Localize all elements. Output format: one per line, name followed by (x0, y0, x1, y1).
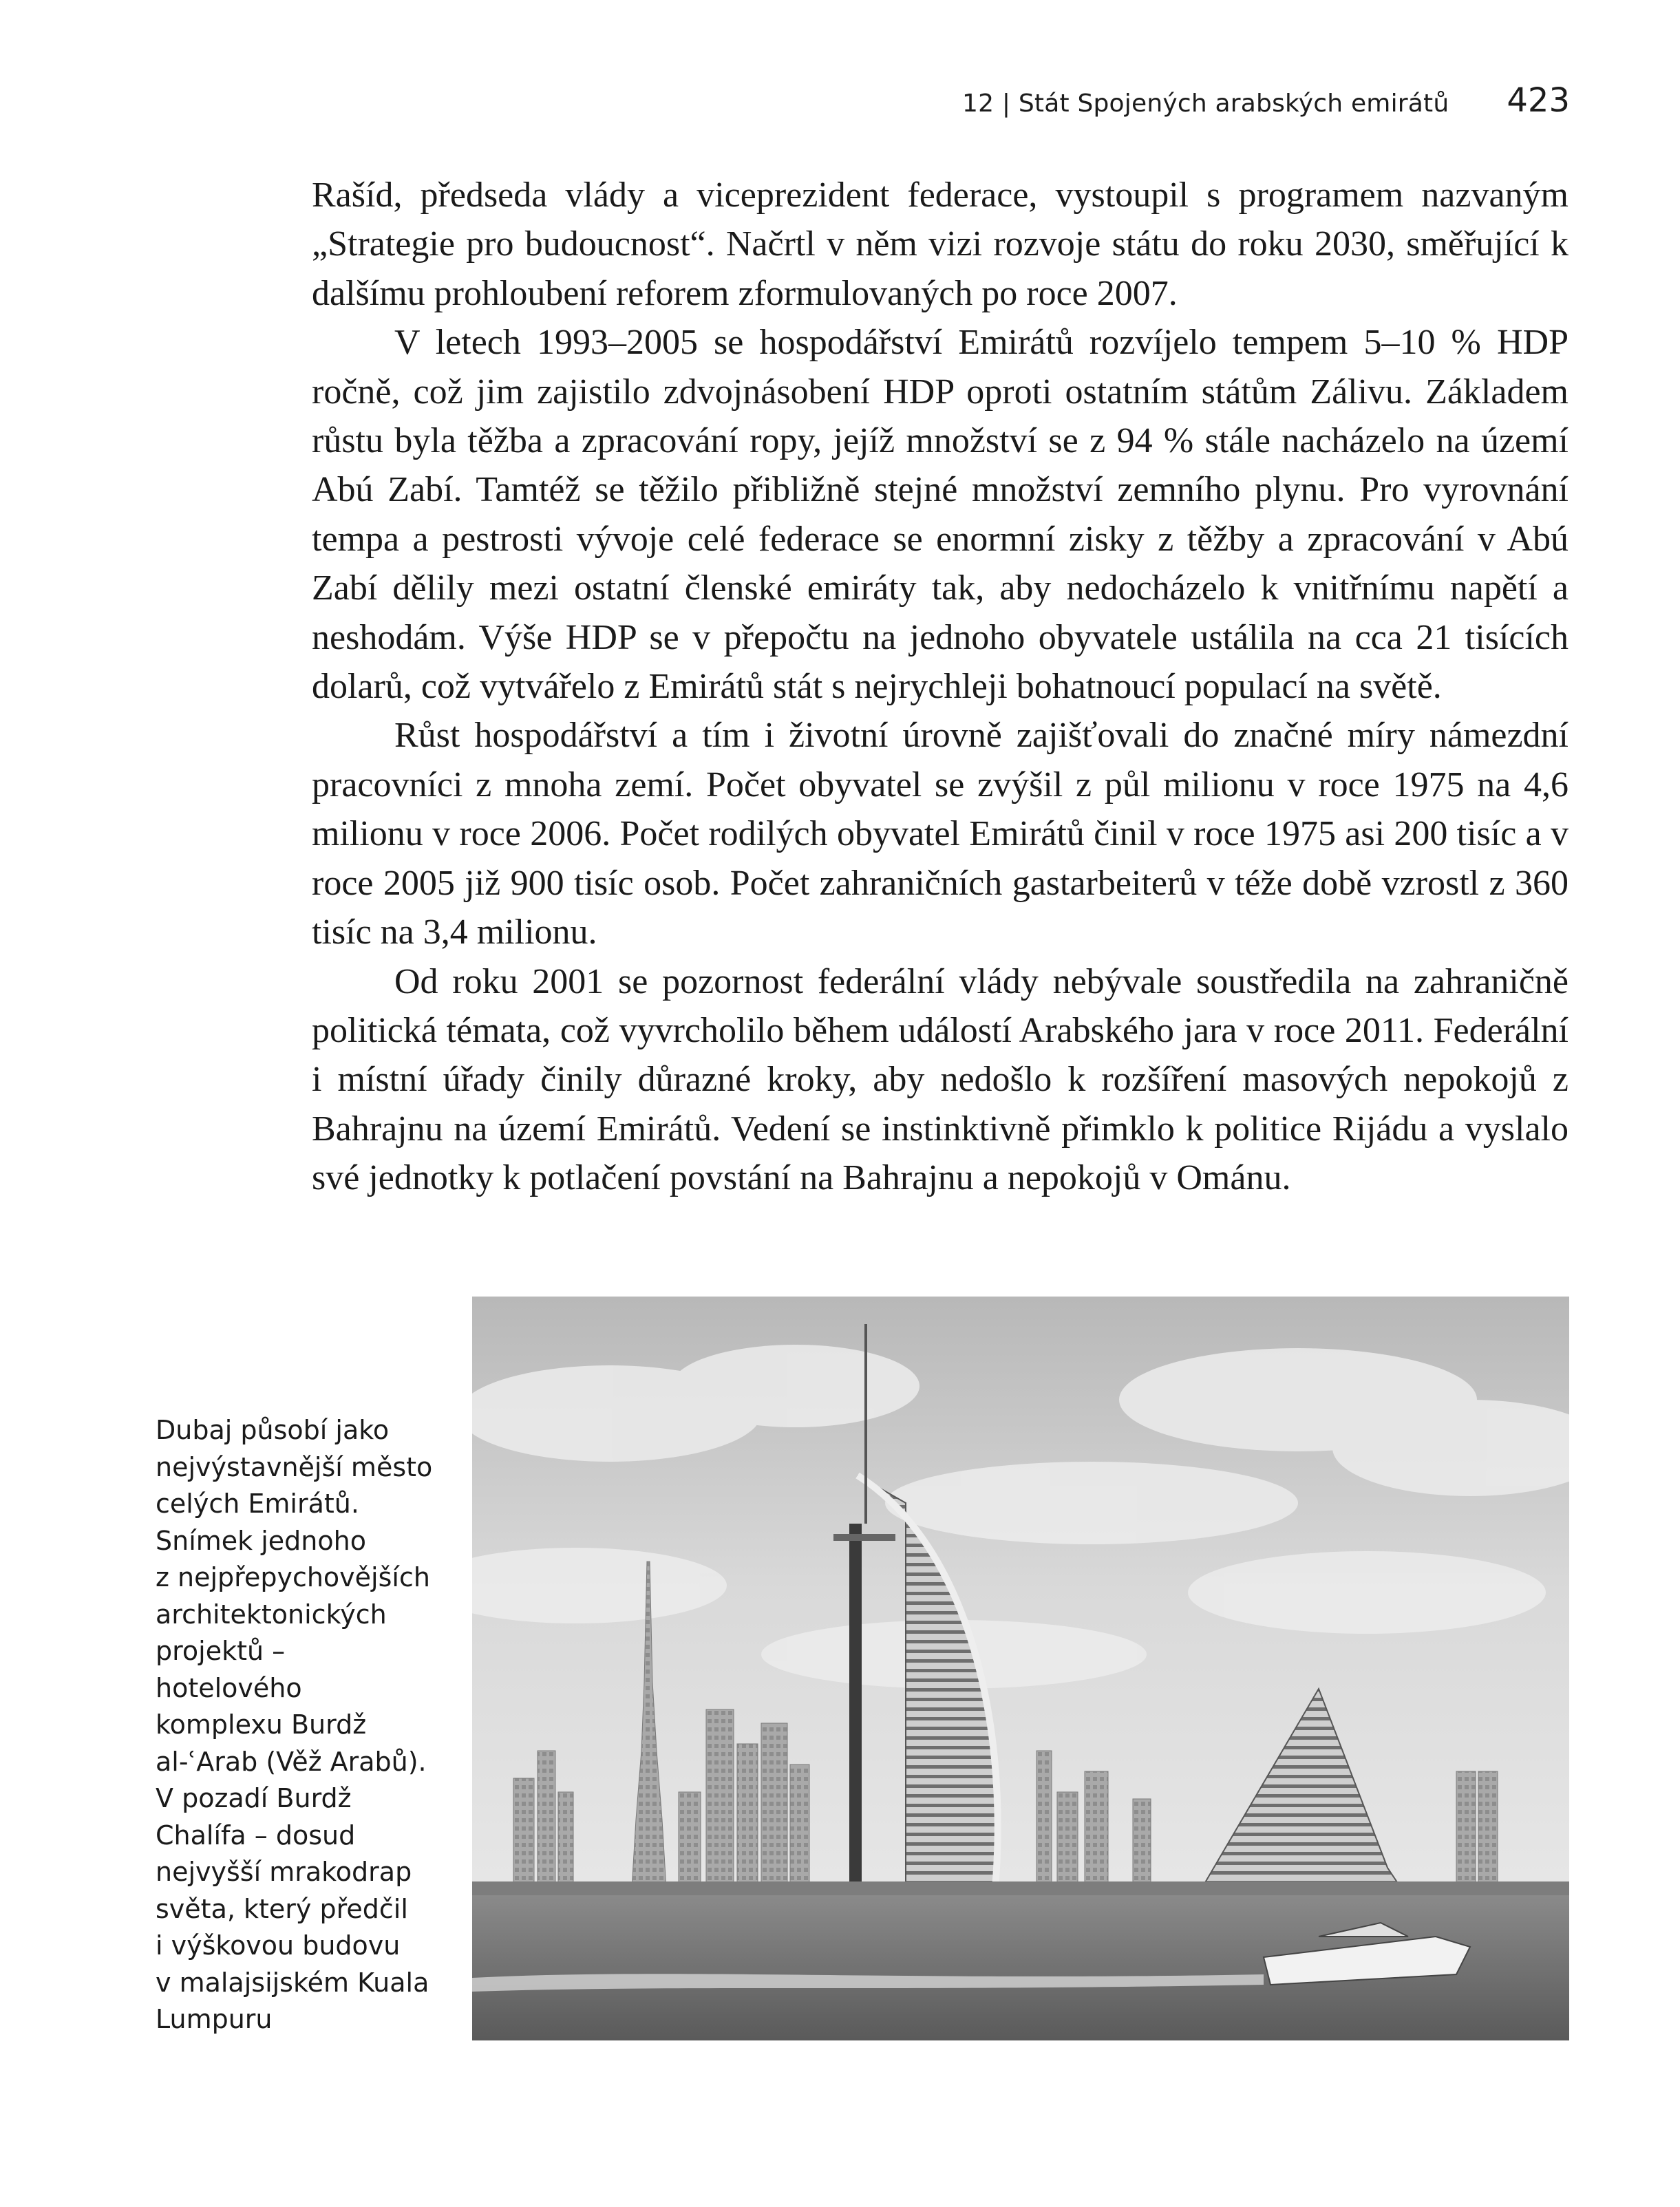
shoreline (472, 1881, 1569, 1897)
paragraph-1: Rašíd, předseda vlády a viceprezident federace, vystoupil s programem nazvaným „Strategie pro budoucnost“. Načrtl v něm vizi rozvoje státu do roku 2030, směřující k dalšímu prohloubení reforem zformulovaných po roce 2007. (312, 175, 1569, 313)
body-text (312, 171, 1569, 1203)
paragraph-2: V letech 1993–2005 se hospodářství Emirátů rozvíjelo tempem 5–10 % HDP ročně, což jim zajistilo zdvojnásobení HDP oproti ostatním státům Zálivu. Základem růstu byla těžba a zpracování ropy, jejíž množství se z 94 % stále nacházelo na území Abú Zabí. Tamtéž se těžilo přibližně stejné množství zemního plynu. Pro vyrovnání tempa a pestrosti vývoje celé federace se enormní zisky z těžby a zpracování v Abú Zabí dělily mezi ostatní členské emiráty tak, aby nedocházelo k vnitřnímu napětí a neshodám. Výše HDP se v přepočtu na jednoho obyvatele ustálila na cca 21 tisících dolarů, což vytvářelo z Emirátů stát s nejrychleji bohatnoucí populací na světě. (312, 323, 1569, 707)
chapter-title: 12 | Stát Spojených arabských emirátů (962, 89, 1449, 118)
photo-caption: Dubaj působí jako nejvýstavnější město celých Emirátů. Snímek jednoho z nejpřepychovějších architektonických projektů – hotelového komplexu Burdž al-ʿArab (Věž Arabů). V pozadí Burdž Chalífa – dosud nejvyšší mrakodrap světa, který předčil i výškovou budovu v malajsijském Kuala Lumpuru (156, 1415, 433, 2034)
paragraph-4: Od roku 2001 se pozornost federální vlády nebývale soustředila na zahraničně politická témata, což vyvrcholilo během událostí Arabského jara v roce 2011. Federální i místní úřady činily důrazné kroky, aby nedošlo k rozšíření masových nepokojů z Bahrajnu na území Emirátů. Vedení se instinktivně přimklo k politice Rijádu a vyslalo své jednotky k potlačení povstání na Bahrajnu a nepokojů v Ománu. (312, 961, 1569, 1198)
page-number: 423 (1507, 81, 1570, 120)
running-header (826, 81, 1570, 136)
dubai-skyline-photo (472, 1297, 1569, 2040)
skyline-illustration (472, 1297, 1569, 2040)
paragraph-3: Růst hospodářství a tím i životní úrovně zajišťovali do značné míry námezdní pracovníci z mnoha zemí. Počet obyvatel se zvýšil z půl milionu v roce 1975 na 4,6 milionu v roce 2006. Počet rodilých obyvatel Emirátů činil v roce 1975 asi 200 tisíc a v roce 2005 již 900 tisíc osob. Počet zahraničních gastarbeiterů v téže době vzrostl z 360 tisíc na 3,4 milionu. (312, 716, 1569, 952)
